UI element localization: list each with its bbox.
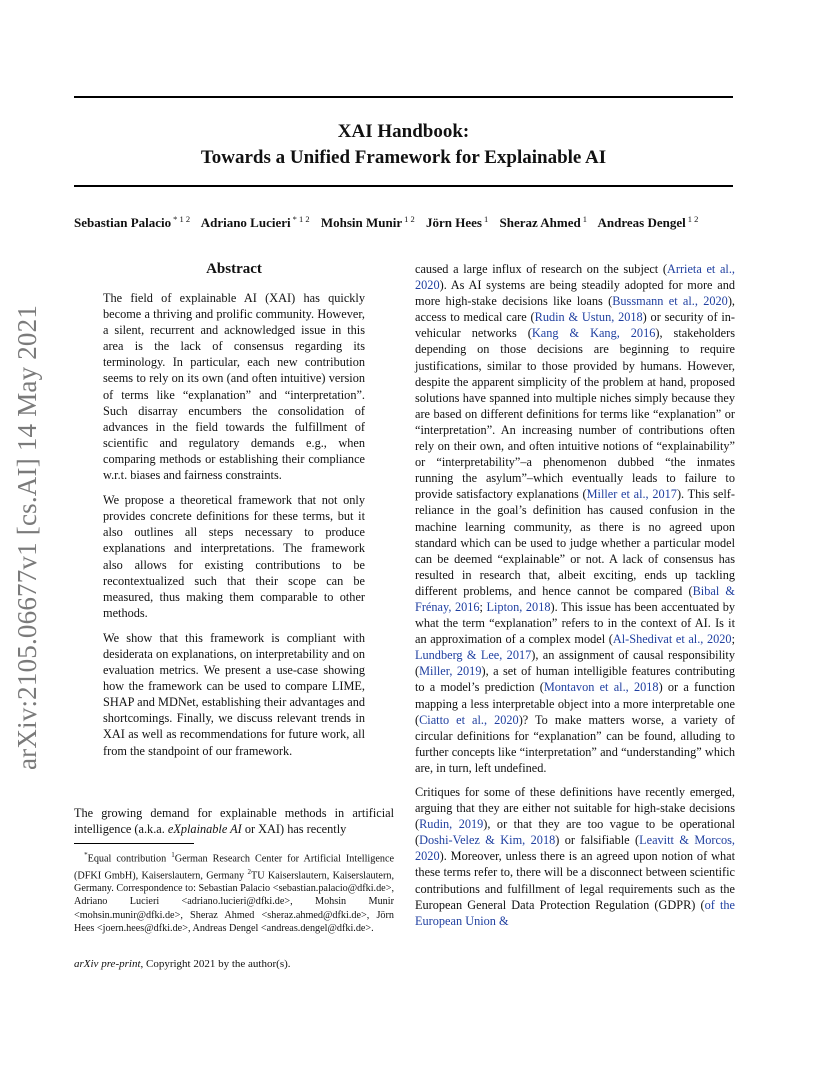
introduction-left-column bbox=[74, 805, 394, 837]
author: Sheraz Ahmed $^1$ bbox=[499, 214, 587, 231]
footnote-rule bbox=[74, 843, 194, 844]
author: Sebastian Palacio $^{* 1 2}$ bbox=[74, 214, 191, 231]
paper-title bbox=[74, 119, 733, 171]
abstract-paragraph-2: We propose a theoretical framework that not only provides concrete definitions for these terms, but it also outlines all steps necessary to produce explanations and interpretations. The framework also allows for existing contributions to be recontextualized such that their scope can be measured, thus making them comparable to other methods. bbox=[103, 493, 365, 620]
citation-link[interactable]: Al-Shedivat et al., 2020 bbox=[612, 632, 732, 647]
title-top-rule bbox=[74, 96, 733, 98]
author: Andreas Dengel $^{1 2}$ bbox=[597, 214, 699, 231]
author-list bbox=[74, 214, 754, 231]
arxiv-identifier-stamp: arXiv:2105.06677v1 [cs.AI] 14 May 2021 bbox=[12, 304, 42, 770]
abstract-paragraph-1: The field of explainable AI (XAI) has quickly become a thriving and prolific community. However, a silent, recurrent and acknowledged issue in this area is the lack of consensus regarding its terminology. In particular, each new contribution seems to rely on its own (and often intuitive) version of terms like “explanation” and “interpretation”. Such disarray encumbers the consolidation of advances in the field towards the fulfillment of scientific and regulatory demands e.g., when comparing methods or establishing their compliance w.r.t. biases and fairness constraints. bbox=[103, 291, 365, 483]
citation-link[interactable]: of the European Union & bbox=[415, 897, 736, 928]
citation-link[interactable]: Bussmann et al., 2020 bbox=[612, 294, 728, 309]
author: Jörn Hees $^1$ bbox=[426, 214, 489, 231]
citation-link[interactable]: Lundberg & Lee, 2017 bbox=[415, 648, 532, 663]
abstract-paragraph-3: We show that this framework is compliant with desiderata on explanations, on interpretability and on evaluation metrics. We present a use-case showing how the framework can be used to compare LIME, SHAP and MDNet, establishing their advantages and shortcomings. Finally, we discuss relevant trends in XAI as well as recommendations for future work, all from the standpoint of our framework. bbox=[103, 630, 365, 758]
abstract-heading: Abstract bbox=[206, 261, 262, 277]
citation-link[interactable]: Miller, 2019 bbox=[419, 664, 482, 679]
introduction-paragraph-2: Critiques for some of these definitions have recently emerged, arguing that they are either not suitable for high-stake decisions (Rudin, 2019), or that they are too vague to be operational (Doshi-Velez & Kim, 2018) or falsifiable (Leavitt & Morcos, 2020). Moreover, unless there is an agreed upon notion of what these terms refer to, there will be a disconnect between scientific contributions and fulfillment of legal requirements such as the European General Data Protection Regulation (GDPR) (of the European Union & bbox=[415, 785, 736, 928]
citation-link[interactable]: Arrieta et al., 2020 bbox=[415, 262, 735, 293]
introduction-right-column bbox=[415, 261, 735, 937]
introduction-paragraph-start: The growing demand for explainable methods in artificial intelligence (a.k.a. eXplainable AI or XAI) has recently bbox=[74, 806, 394, 837]
title-line-2: Towards a Unified Framework for Explainable AI bbox=[200, 147, 607, 168]
title-bottom-rule bbox=[74, 185, 733, 187]
citation-link[interactable]: Montavon et al., 2018 bbox=[543, 680, 659, 695]
author: Adriano Lucieri $^{* 1 2}$ bbox=[200, 214, 310, 231]
abstract-body bbox=[103, 290, 365, 768]
introduction-paragraph-1: caused a large influx of research on the subject (Arrieta et al., 2020). As AI systems are being steadily adopted for more and more high-stake decisions like loans (Bussmann et al., 2020), access to medical care (Rudin & Ustun, 2018) or security of in-vehicular networks (Kang & Kang, 2016), stakeholders depending on those decisions are beginning to require justifications, similar to those provided by humans. However, despite the apparent simplicity of the problem at hand, proposed solutions have spanned into multiple niches simply because they are based on different definitions for terms like “explanation” or “interpretation”. An increasing number of contributions often rely on their own, and often intuitive notions of “explainability” or “interpretability”–a phenomenon dubbed “the inmates running the asylum”–which eventually leads to failure to provide satisfactory explanations (Miller et al., 2017). This self-reliance in the goal’s definition has caused confusion in the machine learning community, as there is no agreed upon standard which can be used to judge whether a particular model can be deemed “explainable” or not. A lack of consensus has resulted in research that, albeit exciting, ends up tackling different problems, and hence cannot be compared (Bibal & Frénay, 2016; Lipton, 2018). This issue has been accentuated by what the term “explanation” refers to in the context of AI. Is it an approximation of a complex model (Al-Shedivat et al., 2020; Lundberg & Lee, 2017), an assignment of causal responsibility (Miller, 2019), a set of human intelligible features contributing to a model’s prediction (Montavon et al., 2018) or a function mapping a less interpretable object into a more interpretable one (Ciatto et al., 2020)? To make matters worse, a variety of circular definitions for “explanation” can be found, alluding to further concepts like “interpretation” and “understanding” which are, in turn, left undefined. bbox=[415, 262, 736, 775]
xai-term: eXplainable AI bbox=[167, 822, 242, 837]
citation-link[interactable]: Lipton, 2018 bbox=[486, 599, 551, 614]
citation-link[interactable]: Rudin & Ustun, 2018 bbox=[534, 310, 643, 325]
citation-link[interactable]: Ciatto et al., 2020 bbox=[419, 712, 519, 727]
citation-link[interactable]: Kang & Kang, 2016 bbox=[531, 326, 656, 341]
citation-link[interactable]: Bibal & Frénay, 2016 bbox=[415, 583, 735, 614]
citation-link[interactable]: Rudin, 2019 bbox=[419, 817, 484, 832]
copyright-notice: arXiv pre-print, Copyright 2021 by the author(s). bbox=[74, 958, 291, 970]
author: Mohsin Munir $^{1 2}$ bbox=[320, 214, 415, 231]
citation-link[interactable]: Miller et al., 2017 bbox=[586, 487, 677, 502]
title-line-1: XAI Handbook: bbox=[337, 121, 470, 142]
footnote: *Equal contribution $^1$German Research Center for Artificial Intelligence (DFKI GmbH), Kaiserslautern, Germany $^2$TU Kaiserslautern, Kaiserslautern, Germany. Correspondence to: Sebastian Palacio <sebastian.palacio@dfki.de>, Adriano Lucieri <adriano.lucieri@dfki.de>, Mohsin Munir <mohsin.munir@dfki.de>, Sheraz Ahmed <sheraz.ahmed@dfki.de>, Jörn Hees <joern.hees@dfki.de>, Andreas Dengel <andreas.dengel@dfki.de>. bbox=[74, 851, 395, 934]
citation-link[interactable]: Leavitt & Morcos, 2020 bbox=[415, 833, 735, 864]
citation-link[interactable]: Doshi-Velez & Kim, 2018 bbox=[419, 833, 556, 848]
